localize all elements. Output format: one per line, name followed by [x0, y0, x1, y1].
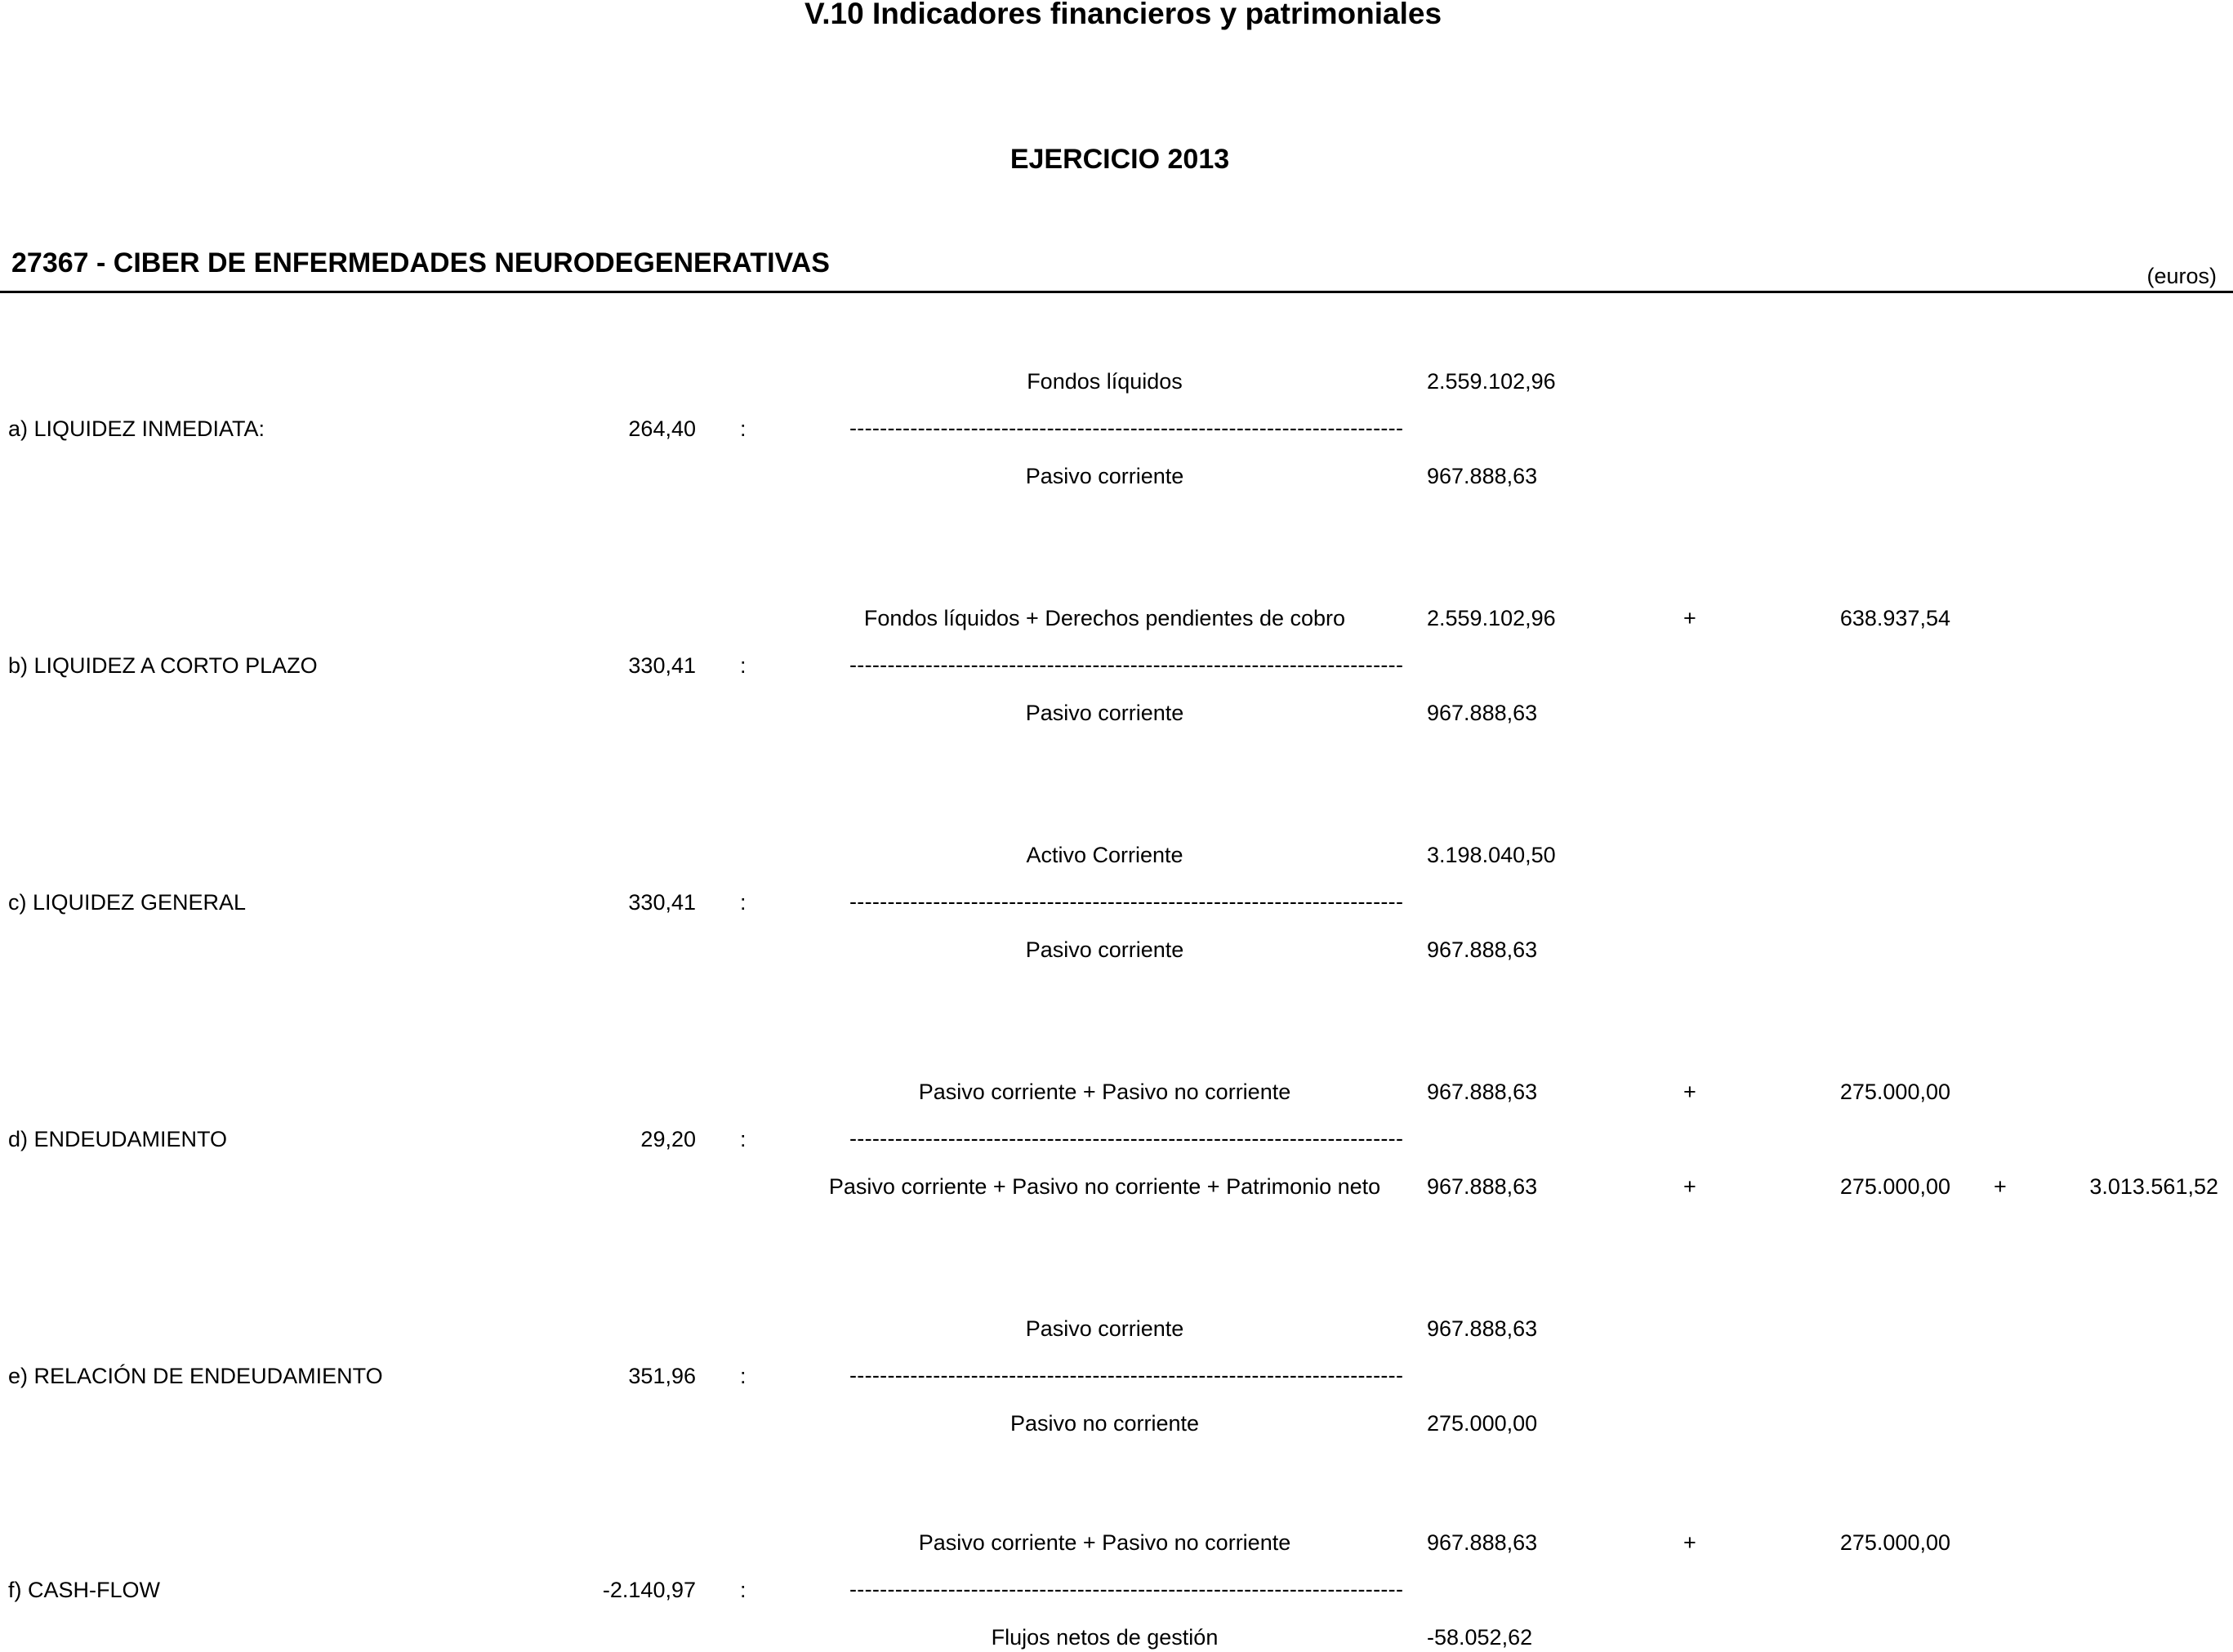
denominator-value-1: 275.000,00: [1427, 1411, 1538, 1436]
indicator-label: c) LIQUIDEZ GENERAL: [8, 890, 247, 915]
indicator-result: 264,40: [628, 416, 696, 441]
indicator-label: a) LIQUIDEZ INMEDIATA:: [8, 416, 265, 441]
denominator-value-2: 275.000,00: [1839, 1174, 1950, 1199]
numerator-value-1: 3.198.040,50: [1427, 843, 1556, 867]
indicator-label: f) CASH-FLOW: [8, 1578, 160, 1602]
denominator-formula: Pasivo no corriente: [1010, 1411, 1200, 1436]
indicator-colon: :: [740, 1364, 747, 1388]
denominator-formula: Pasivo corriente: [1025, 464, 1184, 488]
fraction-divider: -------------------------------------------------------------------------: [849, 1577, 1404, 1601]
numerator-value-2: 275.000,00: [1839, 1080, 1950, 1104]
numerator-operator-1: +: [1683, 1530, 1696, 1555]
header-rule: [0, 291, 2233, 293]
numerator-operator-1: +: [1683, 606, 1696, 630]
indicator-result: 29,20: [640, 1127, 696, 1151]
denominator-value-3: 3.013.561,52: [2089, 1174, 2218, 1199]
indicator-colon: :: [740, 1127, 747, 1151]
numerator-formula: Fondos líquidos: [1027, 369, 1183, 394]
denominator-formula: Pasivo corriente: [1025, 937, 1184, 962]
denominator-value-1: 967.888,63: [1427, 464, 1538, 488]
indicator-colon: :: [740, 653, 747, 678]
numerator-operator-1: +: [1683, 1080, 1696, 1104]
indicator-result: -2.140,97: [602, 1578, 696, 1602]
exercise-year: EJERCICIO 2013: [1010, 144, 1230, 175]
numerator-formula: Pasivo corriente + Pasivo no corriente: [918, 1080, 1291, 1104]
denominator-formula: Flujos netos de gestión: [991, 1625, 1219, 1650]
denominator-value-1: 967.888,63: [1427, 1174, 1538, 1199]
numerator-value-1: 967.888,63: [1427, 1530, 1538, 1555]
denominator-value-1: 967.888,63: [1427, 937, 1538, 962]
fraction-divider: -------------------------------------------------------------------------: [849, 1363, 1404, 1387]
indicator-result: 330,41: [628, 890, 696, 915]
indicator-label: d) ENDEUDAMIENTO: [8, 1127, 228, 1151]
fraction-divider: -------------------------------------------------------------------------: [849, 889, 1404, 914]
fraction-divider: -------------------------------------------------------------------------: [849, 416, 1404, 440]
page-title: V.10 Indicadores financieros y patrimoniales: [804, 0, 1442, 30]
fraction-divider: -------------------------------------------------------------------------: [849, 1126, 1404, 1151]
indicator-result: 351,96: [628, 1364, 696, 1388]
numerator-value-1: 2.559.102,96: [1427, 369, 1556, 394]
numerator-formula: Pasivo corriente + Pasivo no corriente: [918, 1530, 1291, 1555]
numerator-value-1: 967.888,63: [1427, 1316, 1538, 1341]
currency-unit: (euros): [2146, 264, 2217, 288]
numerator-formula: Fondos líquidos + Derechos pendientes de cobro: [863, 606, 1346, 630]
numerator-value-1: 967.888,63: [1427, 1080, 1538, 1104]
numerator-value-1: 2.559.102,96: [1427, 606, 1556, 630]
denominator-value-1: -58.052,62: [1427, 1625, 1533, 1650]
numerator-formula: Activo Corriente: [1026, 843, 1183, 867]
denominator-formula: Pasivo corriente: [1025, 701, 1184, 725]
numerator-formula: Pasivo corriente: [1025, 1316, 1184, 1341]
indicator-label: b) LIQUIDEZ A CORTO PLAZO: [8, 653, 318, 678]
numerator-value-2: 638.937,54: [1839, 606, 1950, 630]
indicator-colon: :: [740, 416, 747, 441]
fraction-divider: -------------------------------------------------------------------------: [849, 652, 1404, 677]
numerator-value-2: 275.000,00: [1839, 1530, 1950, 1555]
denominator-operator-2: +: [1994, 1174, 2007, 1199]
entity-name: 27367 - CIBER DE ENFERMEDADES NEURODEGENERATIVAS: [11, 247, 830, 278]
denominator-value-1: 967.888,63: [1427, 701, 1538, 725]
indicator-result: 330,41: [628, 653, 696, 678]
indicator-colon: :: [740, 1578, 747, 1602]
indicator-colon: :: [740, 890, 747, 915]
indicator-label: e) RELACIÓN DE ENDEUDAMIENTO: [8, 1364, 383, 1388]
denominator-operator-1: +: [1683, 1174, 1696, 1199]
denominator-formula: Pasivo corriente + Pasivo no corriente + Patrimonio neto: [828, 1174, 1381, 1199]
